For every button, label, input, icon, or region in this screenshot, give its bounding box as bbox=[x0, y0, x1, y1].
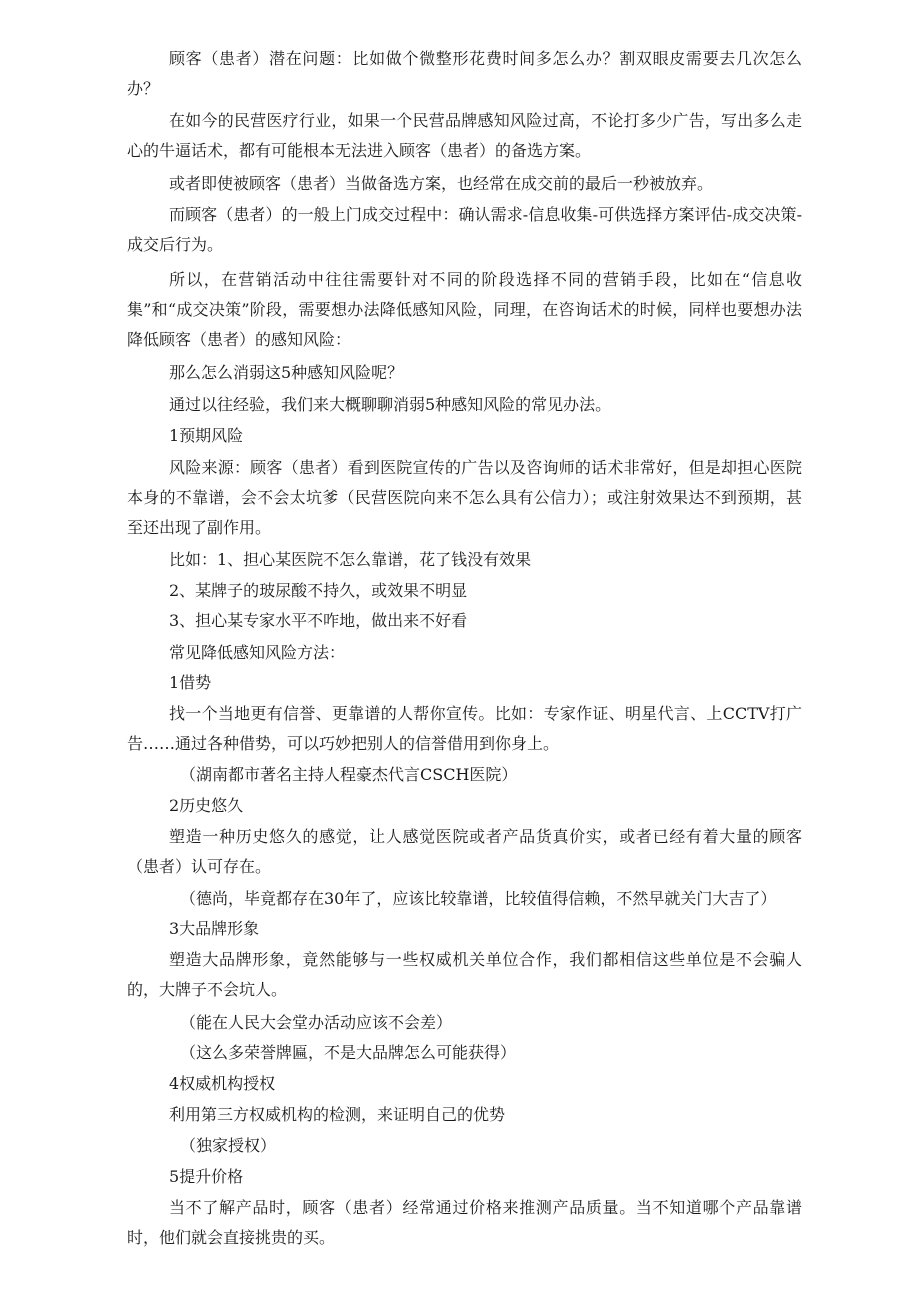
heading-expected-risk: 1预期风险 bbox=[169, 426, 244, 445]
paragraph-question: 那么怎么消弱这5种感知风险呢？ bbox=[169, 363, 404, 382]
note-30-years: （德尚，毕竟都存在30年了，应该比较靠谱，比较值得信赖，不然早就关门大吉了） bbox=[180, 889, 777, 908]
paragraph-long-history: 塑造一种历史悠久的感觉，让人感觉医院或者产品货真价实，或者已经有着大量的顾客（患者）认可存在。 bbox=[127, 827, 802, 876]
heading-big-brand: 3大品牌形象 bbox=[169, 919, 260, 938]
paragraph-leverage: 找一个当地更有信誉、更靠谱的人帮你宣传。比如：专家作证、明星代言、上CCTV打广告……通过各种借势，可以巧妙把别人的信誉借用到你身上。 bbox=[127, 704, 802, 753]
paragraph-common-methods: 常见降低感知风险方法： bbox=[169, 643, 346, 662]
paragraph-deal-process: 而顾客（患者）的一般上门成交过程中：确认需求-信息收集-可供选择方案评估-成交决策-成交后行为。 bbox=[127, 205, 802, 254]
paragraph-private-medical: 在如今的民营医疗行业，如果一个民营品牌感知风险过高，不论打多少广告，写出多么走心的牛逼话术，都有可能根本无法进入顾客（患者）的备选方案。 bbox=[127, 111, 802, 160]
paragraph-example-1: 比如：1、担心某医院不怎么靠谱，花了钱没有效果 bbox=[169, 550, 532, 569]
paragraph-risk-source: 风险来源：顾客（患者）看到医院宣传的广告以及咨询师的话术非常好，但是却担心医院本身的不靠谱，会不会太坑爹（民营医院向来不怎么具有公信力）；或注射效果达不到预期，甚至还出现了副作用。 bbox=[127, 458, 802, 537]
note-host-endorsement: （湖南都市著名主持人程豪杰代言CSCH医院） bbox=[180, 765, 518, 784]
paragraph-experience: 通过以往经验，我们来大概聊聊消弱5种感知风险的常见办法。 bbox=[169, 395, 612, 414]
note-great-hall: （能在人民大会堂办活动应该不会差） bbox=[180, 1013, 453, 1032]
heading-raise-price: 5提升价格 bbox=[169, 1167, 244, 1186]
paragraph-example-2: 2、某牌子的玻尿酸不持久，或效果不明显 bbox=[169, 581, 468, 600]
note-honor-plaques: （这么多荣誉牌匾，不是大品牌怎么可能获得） bbox=[180, 1043, 517, 1062]
heading-long-history: 2历史悠久 bbox=[169, 796, 244, 815]
note-exclusive-license: （独家授权） bbox=[180, 1136, 277, 1155]
paragraph-raise-price: 当不了解产品时，顾客（患者）经常通过价格来推测产品质量。当不知道哪个产品靠谱时，他们就会直接挑贵的买。 bbox=[127, 1198, 802, 1247]
heading-leverage: 1借势 bbox=[169, 673, 212, 692]
paragraph-abandoned: 或者即使被顾客（患者）当做备选方案，也经常在成交前的最后一秒被放弃。 bbox=[169, 174, 714, 193]
paragraph-authority: 利用第三方权威机构的检测，来证明自己的优势 bbox=[169, 1105, 506, 1124]
paragraph-big-brand: 塑造大品牌形象，竟然能够与一些权威机关单位合作，我们都相信这些单位是不会骗人的，大牌子不会坑人。 bbox=[127, 950, 802, 999]
heading-authority: 4权威机构授权 bbox=[169, 1074, 276, 1093]
paragraph-potential-problems: 顾客（患者）潜在问题：比如做个微整形花费时间多怎么办？割双眼皮需要去几次怎么办？ bbox=[127, 49, 802, 98]
paragraph-example-3: 3、担心某专家水平不咋地，做出来不好看 bbox=[169, 611, 468, 630]
paragraph-marketing-stages: 所以，在营销活动中往往需要针对不同的阶段选择不同的营销手段，比如在“信息收集”和“成交决策”阶段，需要想办法降低感知风险，同理，在咨询话术的时候，同样也要想办法降低顾客（患者）的感知风险： bbox=[127, 270, 802, 349]
